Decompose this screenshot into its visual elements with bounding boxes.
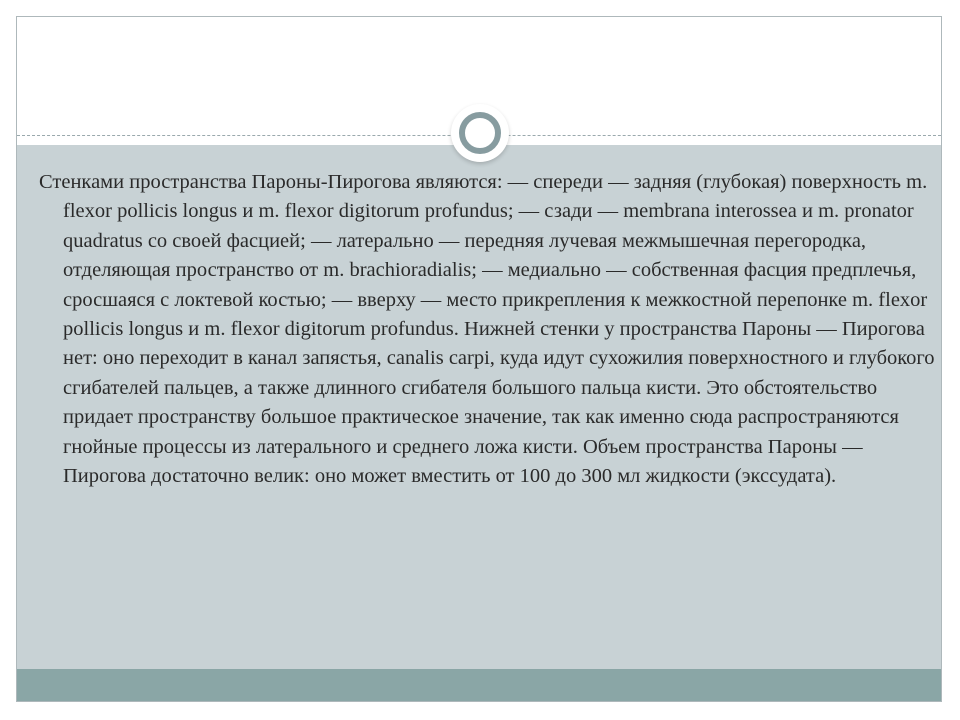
- slide: [16, 16, 942, 702]
- circle-ornament-inner: [459, 112, 501, 154]
- body-text: Стенками пространства Пароны-Пирогова являются: — спереди — задняя (глубокая) поверхность m. flexor pollicis longus и m. flexor digitorum profundus; — сзади — membrana interossea и m. pronator quadratus со своей фасцией; — латерально — передняя лучевая межмышечная перегородка, отделяющая пространство от m. brachioradialis; — медиально — собственная фасция предплечья, сросшаяся с локтевой костью; — вверху — место прикрепления к межкостной перепонке m. flexor pollicis longus и m. flexor digitorum profundus. Нижней стенки у пространства Пароны — Пирогова нет: оно переходит в канал запястья, canalis carpi, куда идут сухожилия поверхностного и глубокого сгибателей пальцев, а также длинного сгибателя большого пальца кисти. Это обстоятельство придает пространству большое практическое значение, так как именно сюда распространяются гнойные процессы из латерального и среднего ложа кисти. Объем пространства Пароны — Пирогова достаточно велик: оно может вместить от 100 до 300 мл жидкости (экссудата).: [39, 171, 935, 488]
- footer-bar: [17, 669, 941, 701]
- circle-ornament-icon: [451, 104, 509, 162]
